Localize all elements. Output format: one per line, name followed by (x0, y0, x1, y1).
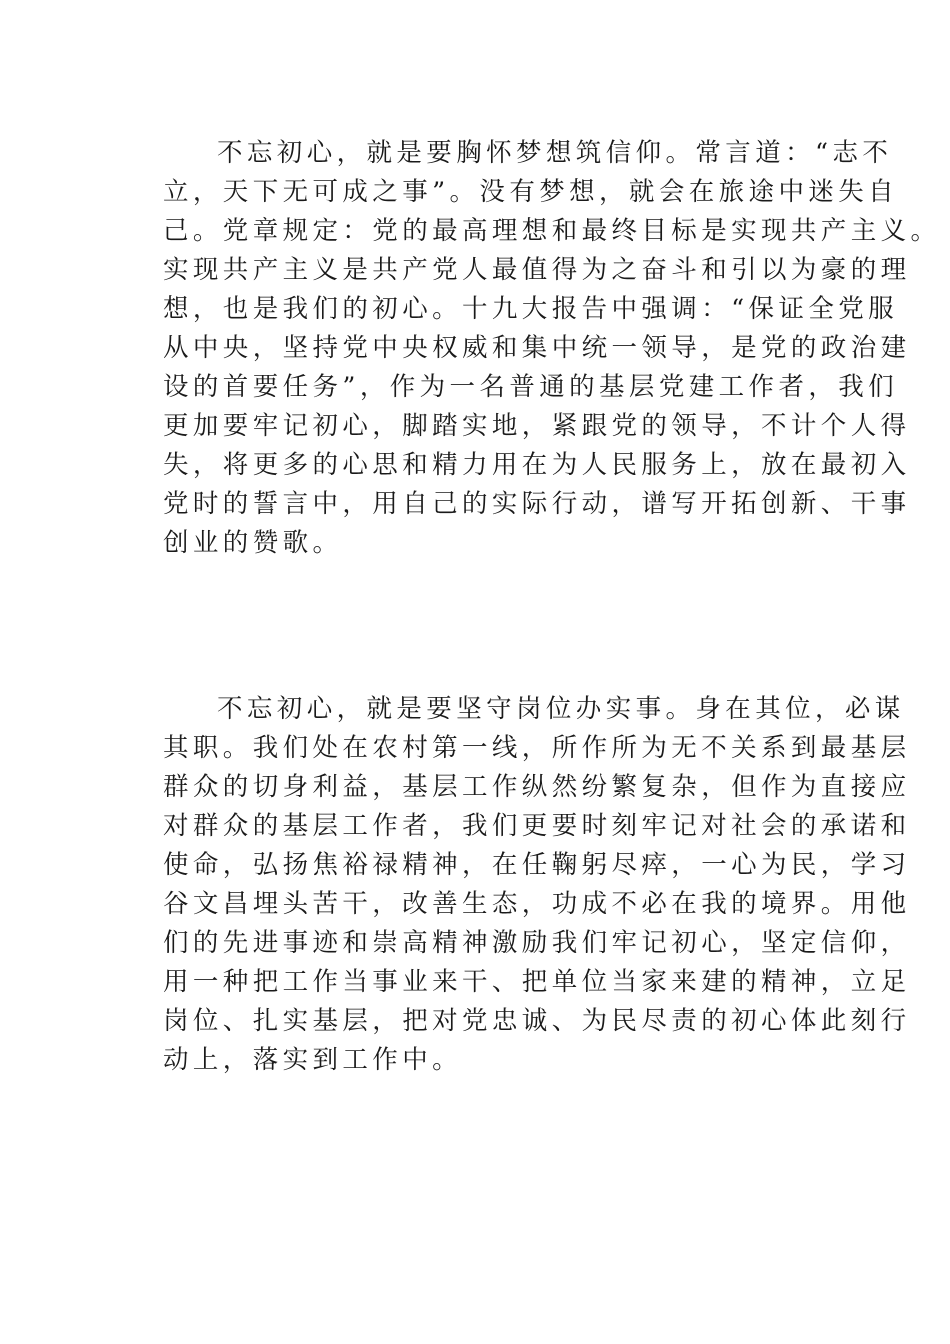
paragraph-2-line-3: 群众的切身利益，基层工作纵然纷繁复杂，但作为直接应 (163, 772, 911, 802)
paragraph-1-line-10: 党时的誓言中，用自己的实际行动，谱写开拓创新、干事 (163, 489, 911, 519)
paragraph-1 (163, 134, 941, 563)
paragraph-1-line-2: 立，天下无可成之事”。没有梦想，就会在旅途中迷失自 (163, 177, 899, 207)
paragraph-2-line-1: 不忘初心，就是要坚守岗位办实事。身在其位，必谋 (217, 694, 905, 724)
paragraph-2 (163, 690, 911, 1080)
paragraph-2-line-7: 们的先进事迹和崇高精神激励我们牢记初心，坚定信仰， (163, 928, 911, 958)
paragraph-1-line-11: 创业的赞歌。 (163, 528, 343, 558)
paragraph-2-line-9: 岗位、扎实基层，把对党忠诚、为民尽责的初心体此刻行 (163, 1006, 911, 1036)
paragraph-1-line-1: 不忘初心，就是要胸怀梦想筑信仰。常言道：“志不 (217, 138, 893, 168)
paragraph-1-line-9: 失，将更多的心思和精力用在为人民服务上，放在最初入 (163, 450, 911, 480)
paragraph-1-line-5: 想，也是我们的初心。十九大报告中强调：“保证全党服 (163, 294, 899, 324)
paragraph-2-line-4: 对群众的基层工作者，我们更要时刻牢记对社会的承诺和 (163, 811, 911, 841)
paragraph-2-line-8: 用一种把工作当事业来干、把单位当家来建的精神，立足 (163, 967, 911, 997)
paragraph-1-line-4: 实现共产主义是共产党人最值得为之奋斗和引以为豪的理 (163, 255, 911, 285)
paragraph-2-line-6: 谷文昌埋头苦干，改善生态，功成不必在我的境界。用他 (163, 889, 911, 919)
paragraph-1-line-8: 更加要牢记初心，脚踏实地，紧跟党的领导，不计个人得 (163, 411, 911, 441)
paragraph-2-line-2: 其职。我们处在农村第一线，所作所为无不关系到最基层 (163, 733, 911, 763)
paragraph-1-line-7: 设的首要任务”，作为一名普通的基层党建工作者，我们 (163, 372, 899, 402)
paragraph-2-line-5: 使命，弘扬焦裕禄精神，在任鞠躬尽瘁，一心为民，学习 (163, 850, 911, 880)
paragraph-2-line-10: 动上，落实到工作中。 (163, 1045, 463, 1075)
paragraph-1-line-3: 己。党章规定：党的最高理想和最终目标是实现共产主义。 (163, 216, 941, 246)
paragraph-1-line-6: 从中央，坚持党中央权威和集中统一领导，是党的政治建 (163, 333, 911, 363)
